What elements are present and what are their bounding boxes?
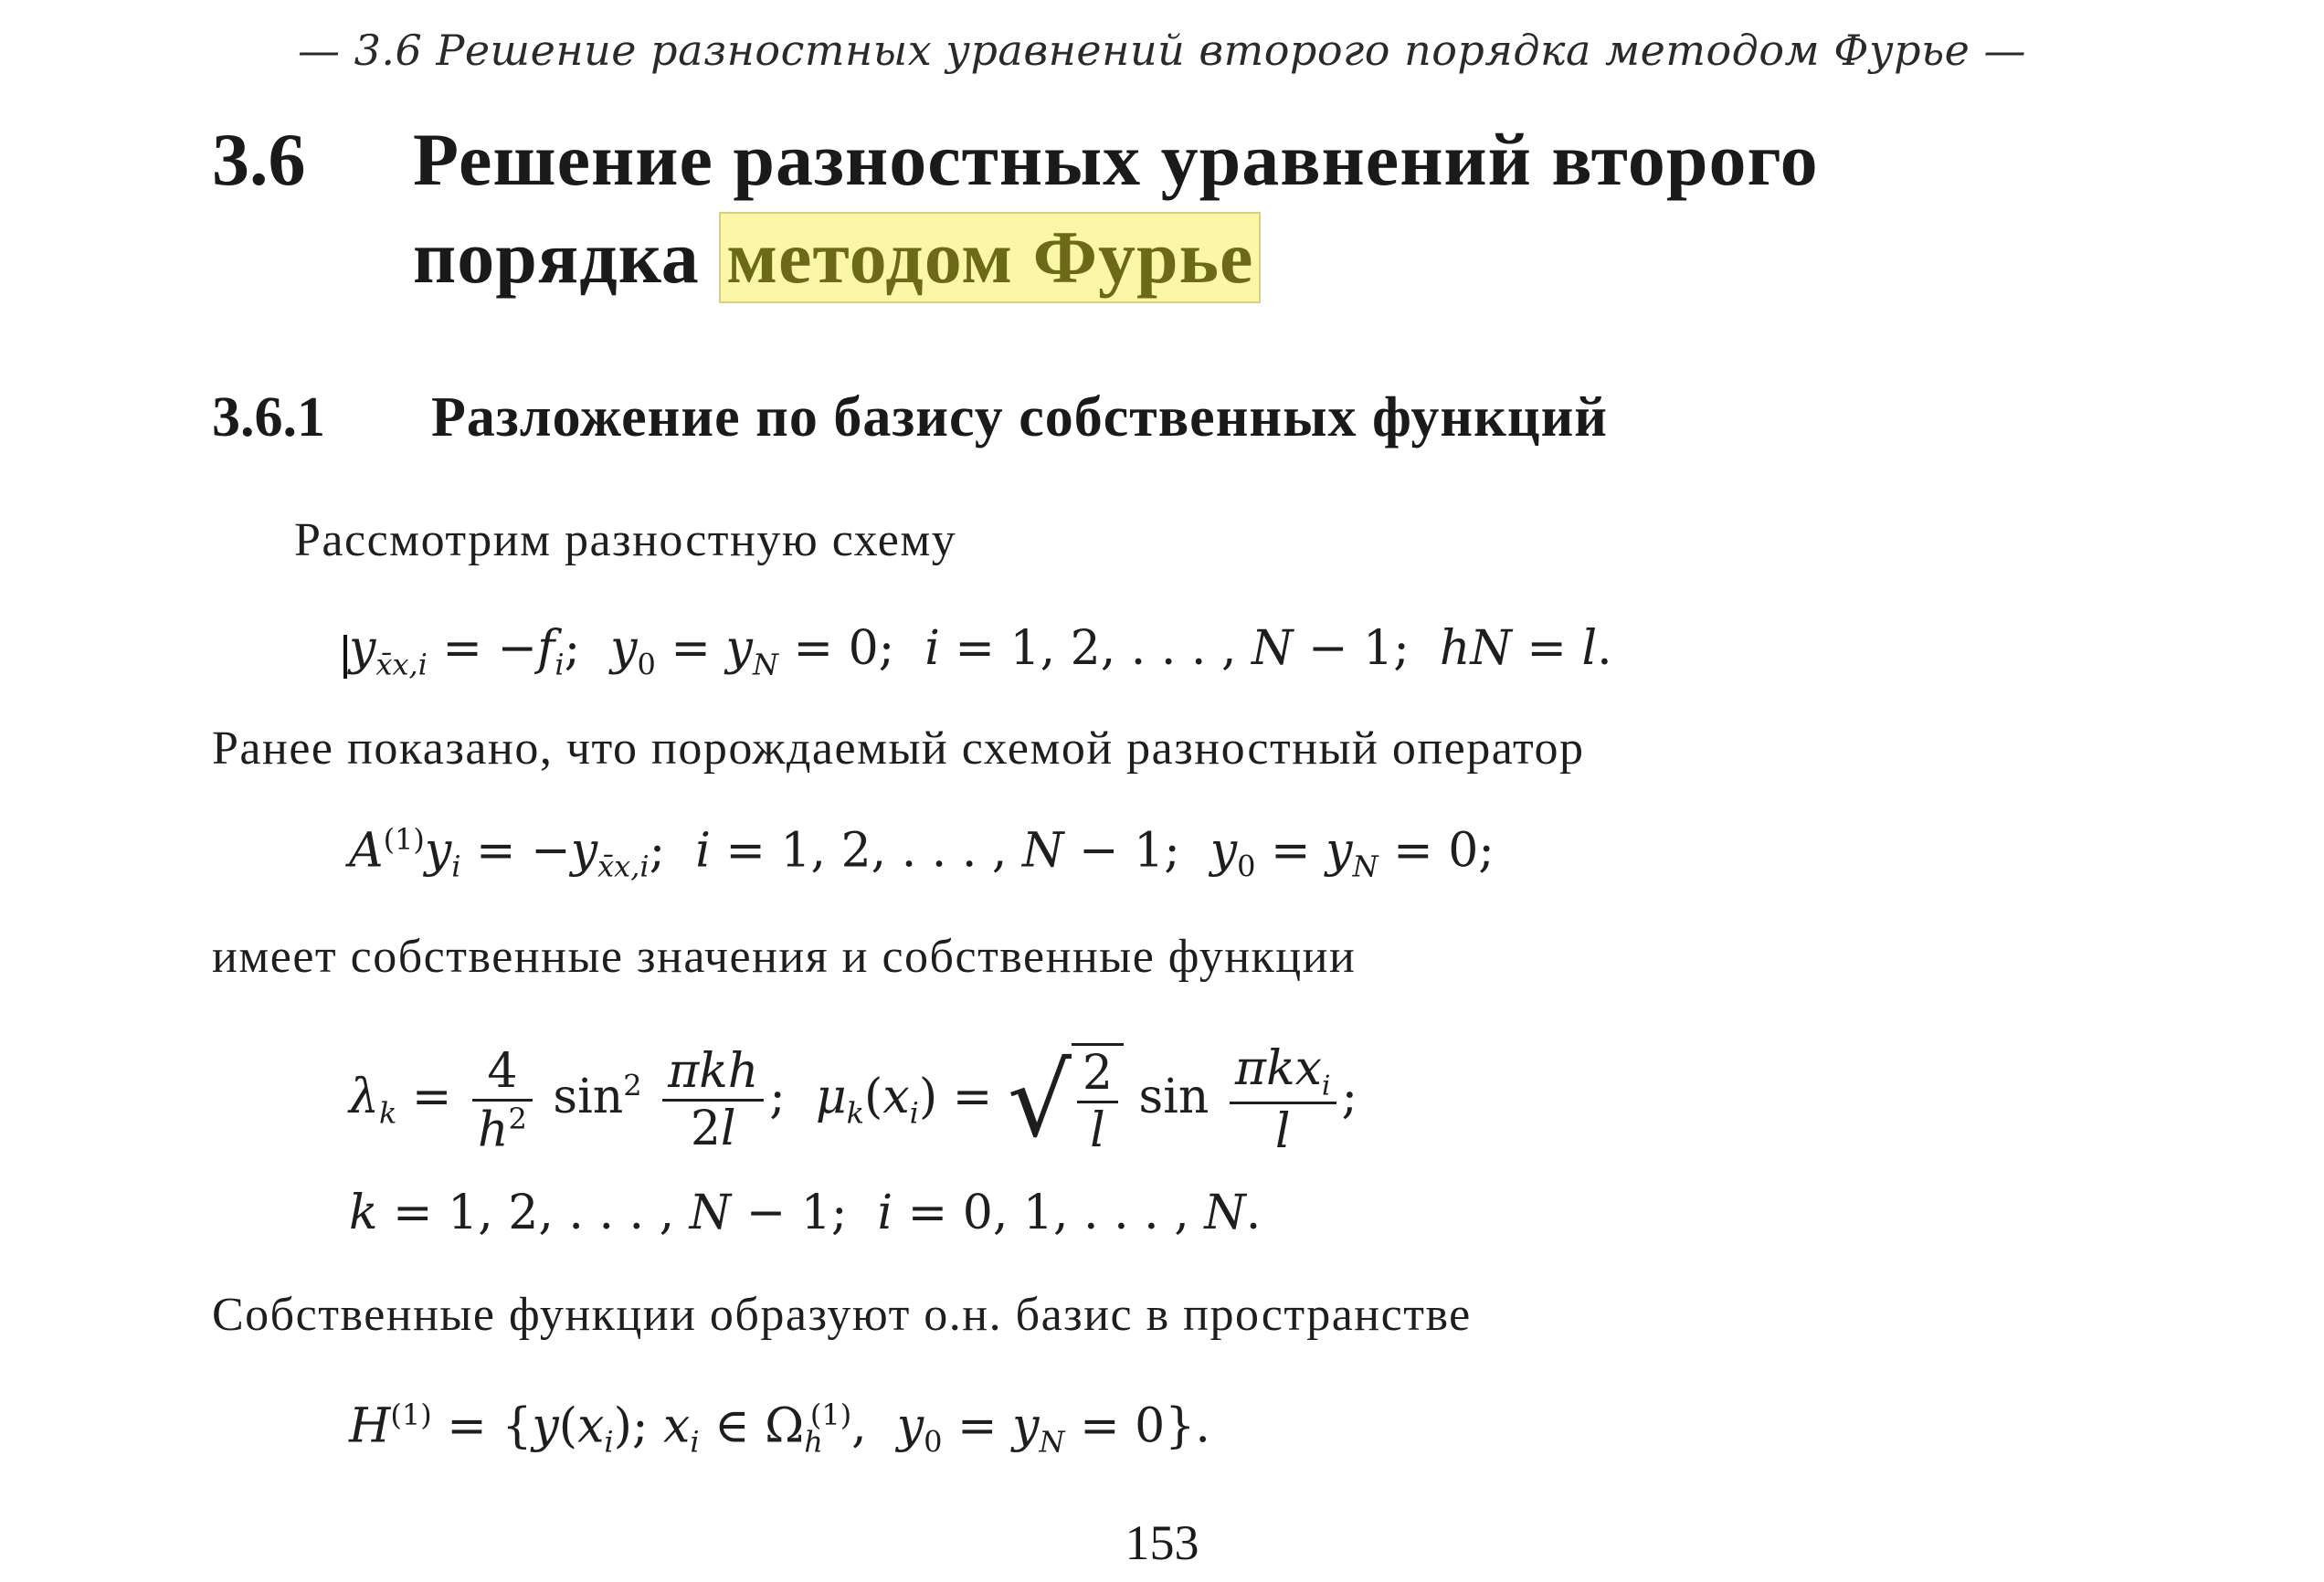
equation-4: k = 1, 2, . . . , N − 1; i = 0, 1, . . . , N. (349, 1186, 1262, 1240)
paragraph-1: Рассмотрим разностную схему (294, 514, 957, 566)
running-header: — 3.6 Решение разностных уравнений второго порядка методом Фурье — (297, 26, 2026, 75)
section-title-line1: Решение разностных уравнений второго (413, 118, 1819, 201)
subsection-number: 3.6.1 (212, 386, 325, 448)
paragraph-3: имеет собственные значения и собственные функции (212, 931, 1357, 983)
paragraph-4: Собственные функции образуют о.н. базис в пространстве (212, 1289, 1472, 1341)
page-number: 153 (1125, 1515, 1199, 1570)
section-number: 3.6 (212, 118, 306, 201)
text-cursor (343, 635, 347, 679)
equation-1: $y_{x̄x,i} = -f_i$; $y_0 = y_N = 0$; i = 1, 2, . . . , N − 1; hN = l. (349, 621, 1612, 682)
equation-3: $\lambda_k$ = $\frac{4}{h^2}$ $\sin^2$ $\frac{\text{πkh}}{2l}$ ; $\mu_k(x_i)$ = √ $\frac{2}{l}$ sin $\frac{\pi kx_i}{l}$ ; (349, 1041, 1358, 1160)
equation-2: $A^{(1)}y_i = -y_{x̄x,i}$; i = 1, 2, . . . , N − 1; $y_0 = y_N = 0$; (349, 822, 1495, 884)
equation-5: $H^{(1)} = \{y(x_i)$; $x_i$ ∈ $\Omega_h^{(1)}$, $y_0 = y_N = 0$}. (349, 1397, 1210, 1460)
subsection-title: Разложение по базису собственных функций (431, 386, 1609, 448)
paragraph-2: Ранее показано, что порождаемый схемой разностный оператор (212, 722, 1585, 775)
section-title-plain: порядка (413, 216, 700, 299)
highlighted-text[interactable]: методом Фурье (719, 212, 1261, 303)
section-title-line2 (413, 212, 1261, 303)
